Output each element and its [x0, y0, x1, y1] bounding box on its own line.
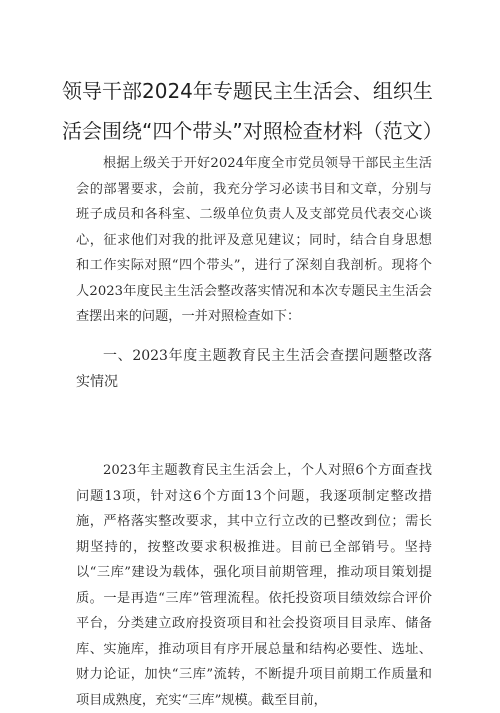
document-title: 领导干部2024年专题民主生活会、组织生活会围绕“四个带头”对照检查材料（范文）	[62, 79, 443, 143]
paragraph-body: 2023年主题教育民主生活会上，个人对照6个方面查找问题13项，针对这6个方面13个问题，我逐项制定整改措施，严格落实整改要求，其中立行立改的已整改到位；需长期坚持的，按整改要求积极推进。目前已全部销号。坚持以“三库”建设为载体，强化项目前期管理，推动项目策划提质。一是再造“三库”管理流程。依托投资项目绩效综合评价平台，分类建立政府投资项目和社会投资项目目录库、储备库、实施库，推动项目有序开展总量和结构必要性、选址、财力论证，加快“三库”流转，不断提升项目前期工作质量和项目成熟度，充实“三库”规模。截至目前，	[76, 463, 432, 708]
paragraph-intro: 根据上级关于开好2024年度全市党员领导干部民主生活会的部署要求，会前，我充分学习必读书目和文章，分别与班子成员和各科室、二级单位负责人及支部党员代表交心谈心，征求他们对我的批评及意见建议；同时，结合自身思想和工作实际对照“四个带头”，进行了深刻自我剖析。现将个人2023年度民主生活会整改落实情况和本次专题民主生活会查摆出来的问题，一并对照检查如下：	[76, 156, 432, 324]
section-heading: 一、2023年度主题教育民主生活会查摆问题整改落实情况	[76, 348, 432, 390]
